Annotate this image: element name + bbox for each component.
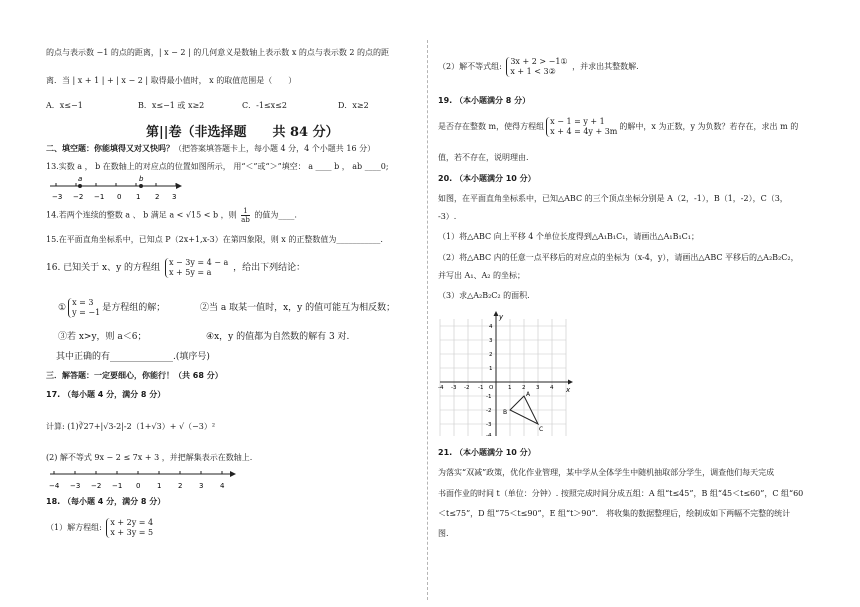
q12-line1: 的点与表示数 −1 的点的距离，| x − 2 | 的几何意义是数轴上表示数 x 的点与表示数 2 的点的距	[46, 48, 390, 57]
q19-suffix: 的解中，x 为正数，y 为负数？若存在，求出 m 的	[619, 122, 799, 131]
q18-part2-prefix: （2）解不等式组:	[438, 62, 502, 71]
q16-eq1: x − 3y = 4 − a	[168, 257, 229, 267]
q17-tick-label: 3	[199, 482, 204, 490]
q16-conclusion-2: ②当 a 取某一值时，x，y 的值可能互为相反数；	[200, 303, 396, 313]
grid-x-tick: 1	[508, 385, 512, 391]
q17-tick-label: 4	[220, 482, 225, 490]
q19-eq1: x − 1 = y + 1	[550, 117, 605, 126]
q13-tick-label: −2	[73, 193, 84, 201]
coordinate-grid	[438, 310, 578, 436]
q19-prefix: 是否存在整数 m，使得方程组	[438, 122, 545, 131]
q17-tick-label: 1	[157, 482, 162, 490]
y-axis-label: y	[499, 313, 504, 321]
q13-text: 13.实数 a ， b 在数轴上的对应点的位置如图所示， 用“＜”或“＞”填空： a ____ b ， ab ____0;	[46, 162, 389, 171]
fill-section-label: 二、填空题：你能填得又对又快吗？	[46, 144, 174, 153]
q14-fraction	[241, 207, 250, 224]
q16-conclusion-3: ③若 x>y，则 a＜6；	[58, 332, 147, 342]
part2-heading: 第||卷（非选择题 共 84 分）	[146, 125, 339, 140]
grid-x-tick: 3	[536, 385, 540, 391]
q20-step2: （2）将△ABC 内的任意一点平移后的对应点的坐标为（x-4，y），请画出△ABC 平移后的△A₂B₂C₂，	[438, 253, 799, 262]
q20-step1: （1）将△ABC 向上平移 4 个单位长度得到△A₁B₁C₁，请画出△A₁B₁C₁；	[438, 232, 699, 241]
q18-title: 18. （每小题 4 分，满分 8 分）	[46, 497, 166, 506]
grid-y-tick: 3	[489, 338, 493, 344]
grid-x-tick: -2	[464, 385, 470, 391]
grid-y-tick: -4	[486, 433, 492, 436]
q18-part1-eq2: x + 3y = 5	[110, 528, 154, 537]
q16-answer: 其中正确的有______________.(填序号)	[56, 352, 210, 362]
left-column	[46, 0, 420, 607]
q17-number-line	[46, 466, 246, 494]
right-column	[438, 0, 818, 607]
q16-eq2: x + 5y = a	[168, 267, 212, 277]
grid-x-tick: O	[489, 385, 494, 391]
q13-number-line	[46, 172, 186, 206]
q13-label-b: b	[139, 175, 144, 183]
q20-step3: （3）求△A₂B₂C₂ 的面积.	[438, 291, 530, 300]
grid-y-tick: -3	[486, 422, 492, 428]
q18-part1	[46, 515, 420, 541]
q16-conclusion-row2	[46, 331, 420, 343]
q13-tick-label: 0	[117, 193, 122, 201]
q21-title: 21. （本小题满分 10 分）	[438, 448, 536, 457]
grid-y-tick: -2	[486, 408, 492, 414]
grid-x-tick: -1	[478, 385, 484, 391]
q14-fraction-denominator: ab	[241, 216, 250, 224]
q12-line2: 离．当 | x + 1 | + | x − 2 | 取得最小值时， x 的取值范围是（ ）	[46, 76, 297, 85]
x-axis-label: x	[566, 386, 571, 394]
q16-equation-system	[165, 258, 228, 278]
q18-part2-eq1: 3x + 2 > −1①	[510, 57, 568, 66]
q13-tick-label: 1	[136, 193, 141, 201]
q17-tick-label: −4	[49, 482, 60, 490]
vertex-label-c: C	[539, 426, 544, 433]
q13-point-b	[139, 184, 143, 188]
grid-y-tick: 4	[489, 324, 493, 330]
column-divider	[427, 40, 428, 600]
q17-tick-label: −1	[112, 482, 123, 490]
q17-title: 17. （每小题 4 分，满分 8 分）	[46, 390, 166, 399]
q16-c1-system	[68, 298, 100, 318]
solve-section-title: 三．解答题：一定要细心，你能行！（共 68 分）	[46, 371, 223, 380]
fill-section-title	[46, 143, 420, 155]
q17-tick-label: −3	[70, 482, 81, 490]
q16-text	[46, 256, 420, 280]
q18-part2	[438, 54, 818, 80]
q13-tick-label: −1	[94, 193, 105, 201]
q13-tick-label: 2	[155, 193, 160, 201]
q21-line1: 为落实“双减”政策，优化作业管理，某中学从全体学生中随机抽取部分学生，调查他们每天完成	[438, 468, 775, 477]
q17-tick-label: 2	[178, 482, 183, 490]
grid-x-tick: -4	[438, 385, 444, 391]
q19-eq2: x + 4 = 4y + 3m	[550, 127, 618, 136]
q19-text	[438, 114, 818, 140]
q16-c1-eq1: x = 3	[72, 297, 94, 307]
q19-system	[546, 117, 617, 137]
q21-line2: 书面作业的时间 t（单位：分钟）. 按照完成时间分成五组：A 组“t≤45”，B 组“45＜t≤60”，C 组“60	[438, 489, 804, 498]
q20-title: 20. （本小题满分 10 分）	[438, 174, 536, 183]
q18-part1-prefix: （1）解方程组:	[46, 523, 102, 532]
q17-tick-label: −2	[91, 482, 102, 490]
q12-option-b: B．x≤−1 或 x≥2	[138, 101, 205, 110]
q17-part1: 计算: (1)∛27+|√3-2|-2（1+√3）+ √（−3）²	[46, 422, 216, 431]
grid-y-tick: 1	[489, 366, 493, 372]
q18-part1-system	[106, 518, 153, 538]
q15-text: 15.在平面直角坐标系中，已知点 P（2x+1,x-3）在第四象限，则 x 的正整数值为___________.	[46, 235, 383, 244]
q13-tick-label: 3	[172, 193, 177, 201]
q16-conclusion-4: ④x，y 的值都为自然数的解有 3 对.	[206, 332, 350, 342]
q12-option-c: C．-1≤x≤2	[242, 101, 287, 110]
grid-y-tick: 2	[489, 352, 493, 358]
grid-y-tick: -1	[486, 394, 492, 400]
grid-x-tick: 4	[550, 385, 554, 391]
q16-c1-suffix: 是方程组的解；	[102, 303, 166, 313]
vertex-label-b: B	[503, 409, 508, 416]
q12-option-d: D．x≥2	[338, 101, 369, 110]
q20-step2b: 并写出 A₁、A₂ 的坐标；	[438, 271, 526, 280]
grid-x-tick: 2	[522, 385, 526, 391]
fill-section-note: （把答案填答题卡上，每小题 4 分，4 个小题共 16 分）	[174, 144, 376, 153]
q12-option-a: A．x≤−1	[46, 101, 83, 110]
q19-line2: 值，若不存在，说明理由.	[438, 153, 529, 162]
q18-part2-eq2: x + 1 < 3②	[510, 67, 556, 76]
q17-tick-label: 0	[136, 482, 141, 490]
grid-x-tick: -3	[451, 385, 457, 391]
q14-suffix: 的值为____.	[254, 210, 297, 220]
q16-prefix: 16. 已知关于 x、y 的方程组	[46, 263, 161, 273]
q14-text	[46, 207, 420, 224]
q13-point-a	[78, 184, 82, 188]
q16-conclusion-row1	[46, 296, 420, 320]
q18-part2-system	[506, 57, 567, 77]
q14-fraction-numerator: 1	[241, 207, 250, 216]
q18-part1-eq1: x + 2y = 4	[110, 518, 154, 527]
q20-line1: 如图，在平面直角坐标系中，已知△ABC 的三个顶点坐标分别是 A（2，-1），B（1，-2），C（3，	[438, 194, 788, 203]
q16-c1-eq2: y = −1	[72, 307, 101, 317]
q13-label-a: a	[78, 175, 83, 183]
q19-title: 19. （本小题满分 8 分）	[438, 96, 531, 105]
q17-part2: (2) 解不等式 9x − 2 ≤ 7x + 3 ，并把解集表示在数轴上.	[46, 453, 253, 462]
q16-c1-prefix: ①	[58, 303, 67, 313]
vertex-label-a: A	[526, 391, 531, 398]
q16-suffix: ，给出下列结论：	[233, 263, 306, 273]
q14-prefix: 14.若两个连续的整数 a 、 b 满足 a < √15 < b ，则	[46, 210, 237, 220]
q20-line2: -3）.	[438, 212, 457, 221]
q21-line4: 图.	[438, 529, 449, 538]
q13-tick-label: −3	[52, 193, 63, 201]
q21-line3: ＜t≤75”，D 组“75＜t≤90”，E 组“t＞90”． 将收集的数据整理后，绘制成如下两幅不完整的统计	[438, 509, 791, 518]
q18-part2-suffix: ，并求出其整数解.	[572, 62, 639, 71]
